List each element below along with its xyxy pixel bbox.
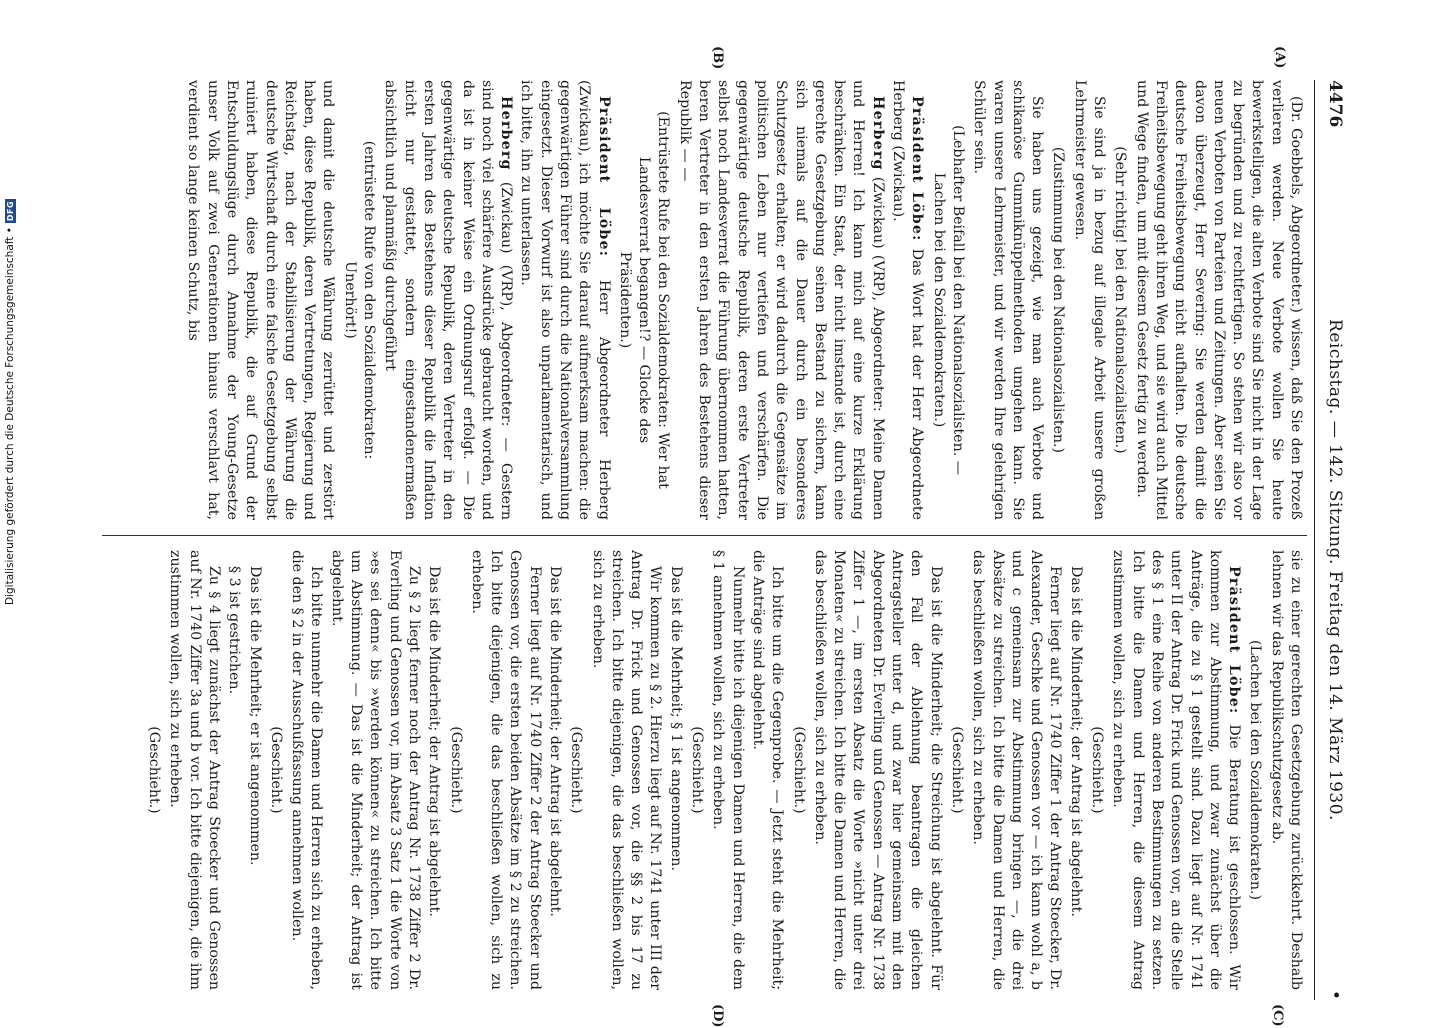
interjection: (Zustimmung bei den Nationalsozialisten.) <box>1050 146 1067 454</box>
speaker-paragraph <box>516 80 612 520</box>
paragraph: Das ist die Minderheit; die Streichung ist abgelehnt. Für den Fall der Ablehnung beantragen die gleichen Antragsteller unter d, und zwar hier gemeinsam mit den Abgeordneten Dr. Everling und Genossen — Antrag Nr. 1738 Ziffer 1 —, im ersten Absatz die Worte »nicht unter drei Monaten« zu streichen. Ich bitte die Damen und Herren, die das beschließen wollen, sich zu erheben. <box>811 550 944 990</box>
paragraph: Sie sind ja in bezug auf illegale Arbeit unsere großen Lehrmeister gewesen. <box>1071 80 1108 520</box>
paragraph: Ich bitte um die Gegenprobe. — Jetzt steht die Mehrheit; die Anträge sind abgelehnt. <box>749 550 786 990</box>
paragraph: Das ist die Minderheit; der Antrag ist abgelehnt. <box>1067 566 1084 917</box>
paragraph: Sie haben uns gezeigt, wie man auch Verbote und schikanöse Gummiknüppelmethoden umgehen kann. Sie waren unsere Lehrmeister, und wir werden Ihre gelehrigen Schüler sein. <box>971 80 1046 520</box>
document-page <box>95 46 1345 1028</box>
page-header <box>1314 80 1345 1000</box>
interjection: (Sehr richtig! bei den Nationalsozialisten.) <box>1112 146 1129 454</box>
speech-text: (Zwickau) (VRP), Abgeordneter: — Gestern sind noch viel schärfere Ausdrücke gebraucht worden, und da ist in keiner Weise ein Ordnungsruf erfolgt. — Die gegenwärtige deutsche Republik, deren Vertreter in den ersten Jahren des Bestehens dieser Republik die Inflation nicht nur gestattet, sondern eingestandenermaßen absichtlich und planmäßig durchgeführt <box>382 80 515 520</box>
paragraph: und damit die deutsche Währung zerrüttet und zerstört haben, diese Republik, deren Vertretungen, Regierung und Reichstag, nach der Stabilisierung der Währung die deutsche Wirtschaft durch eine falsche Gesetzgebung selbst ruiniert haben, diese Republik, die auf Grund der Entschuldungslüge durch Annahme der Young-Gesetze unser Volk auf zwei Generationen hinaus verschlavt hat, verdient so lange keinen Schutz, bis <box>185 80 337 520</box>
interjection: (Geschieht.) <box>689 726 706 814</box>
left-column <box>100 80 1305 520</box>
interjection: (Geschieht.) <box>146 726 163 814</box>
interjection: (Geschieht.) <box>568 726 585 814</box>
column-divider <box>102 535 1307 536</box>
margin-marker-a: (A) <box>1272 46 1287 69</box>
speaker-name: Präsident Löbe: <box>909 96 926 242</box>
paragraph: (Dr. Goebbels, Abgeordneter.) wissen, daß Sie den Prozeß verlieren werden. Neue Verbote wollen Sie heute bewerkstelligen, die alten Verbote sind Sie nicht in der Lage zu begründen und zu rechtfertigen. So stehen wir also vor neuen Verboten von Parteien und Zeitungen. Aber seien Sie davon überzeugt, Herr Severing: Sie werden damit die deutsche Freiheitsbewegung nicht aufhalten. Die deutsche Freiheitsbewegung geht ihren Weg, und sie wird auch Mittel und Wege finden, um mit diesem Gesetz fertig zu werden. <box>1133 80 1304 520</box>
credit-text: Digitalisierung gefördert durch die Deutsche Forschungsgemeinschaft • <box>4 227 16 605</box>
paragraph: Zu § 2 liegt ferner noch der Antrag Nr. 1738 Ziffer 2 Dr. Everling und Genossen vor, im Absatz 3 Satz 1 die Worte von »es sei denn« bis »werden können« zu streichen. Ich bitte um Abstimmung. — Das ist die Minderheit; der Antrag ist abgelehnt. <box>328 550 422 990</box>
paragraph: Das ist die Mehrheit; § 1 ist angenommen. <box>667 566 684 871</box>
paragraph: Das ist die Mehrheit; er ist angenommen. <box>246 566 263 866</box>
paragraph: § 3 ist gestrichen. <box>226 566 243 695</box>
paragraph: Das ist die Minderheit; der Antrag ist abgelehnt. <box>426 566 443 917</box>
speaker-name: Präsident Löbe: <box>1226 566 1243 715</box>
speaker-paragraph <box>1108 550 1243 990</box>
margin-marker-b: (B) <box>710 46 725 70</box>
paragraph: Nunmehr bitte ich diejenigen Damen und Herren, die dem § 1 annehmen wollen, sich zu erheben. <box>710 550 746 990</box>
interjection: (Geschieht.) <box>790 726 807 814</box>
paragraph: Ferner liegt auf Nr. 1740 Ziffer 1 der Antrag Stoecker, Dr. Alexander, Geschke und Genossen vor — ich kann wohl a, b und c gemeinsam zur Abstimmung bringen —, die drei Absätze zu streichen. Ich bitte die Damen und Herren, die das beschließen wollen, sich zu erheben. <box>970 550 1064 990</box>
interjection: (Geschieht.) <box>447 726 464 814</box>
page-number: 4476 <box>1325 80 1345 128</box>
speech-text: (Zwickau) (VRP), Abgeordneter: Meine Damen und Herren! Ich kann mich auf eine kurze Erklärung beschränken. Ein Staat, der nicht imstande ist, durch eine gerechte Gesetzgebung seinen Bestand zu sichern, kann sich niemals auf die Dauer durch ein besonderes Schutzgesetz erhalten; er wird dadurch die Gegensätze im politischen Leben nur vertiefen und verschärfen. Die gegenwärtige deutsche Republik, deren erste Vertreter selbst noch Landesverrat die Führung übernommen hatten, beren Vertreter in den ersten Jahren des Bestehens dieser Republik — — <box>676 80 886 520</box>
interjection: (Geschieht.) <box>948 726 965 814</box>
header-dot: • <box>1325 989 1345 1000</box>
interjection: (Geschieht.) <box>267 726 284 814</box>
speaker-name: Präsident Löbe: <box>595 96 612 258</box>
margin-marker-c: (C) <box>1270 1004 1285 1027</box>
paragraph: Zu § 4 liegt zunächst der Antrag Stoecker und Genossen auf Nr. 1740 Ziffer 3a und b vor. Ich bitte diejenigen, die ihm zustimmen wollen, sich zu erheben. <box>167 550 222 990</box>
speech-text: Das Wort hat der Herr Abgeordnete Herberg (Zwickau). <box>890 80 926 520</box>
speaker-paragraph <box>675 80 887 520</box>
interjection: (Lachen bei den Sozialdemokraten.) <box>1247 639 1264 901</box>
speech-text: Herr Abgeordneter Herberg (Zwickau), ich möchte Sie darauf aufmerksam machen: die gegenwärtigen Führer sind durch die Nationalversammlung eingesetzt. Dieser Vorwurf ist also unparlamentarisch, und ich bitte, ihn zu unterlassen. <box>518 80 612 520</box>
paragraph: sie zu einer gerechten Gesetzgebung zurückkehrt. Deshalb lehnen wir das Republikschutzgesetz ab. <box>1268 550 1304 990</box>
speaker-name: Herberg <box>869 96 886 171</box>
paragraph: Ferner liegt auf Nr. 1740 Ziffer 2 der Antrag Stoecker und Genossen vor, die ersten beiden Absätze im § 2 zu streichen. Ich bitte diejenigen, die das beschließen wollen, sich zu erheben. <box>468 550 543 990</box>
interjection: (Entrüstete Rufe bei den Sozialdemokraten: Wer hat Landesverrat begangen!? — Glocke des Präsidenten.) <box>616 111 672 489</box>
speaker-name: Herberg <box>498 96 515 171</box>
dfg-logo: DFG <box>5 200 15 222</box>
paragraph: Das ist die Minderheit; der Antrag ist abgelehnt. <box>547 566 564 917</box>
margin-marker-d: (D) <box>710 1004 725 1028</box>
digitization-credit <box>4 199 16 605</box>
page-title: Reichstag. — 142. Sitzung. Freitag den 14. März 1930. <box>1325 319 1345 821</box>
right-column <box>100 550 1305 990</box>
paragraph: Ich bitte nunmehr die Damen und Herren sich zu erheben, die den § 2 in der Ausschußfassung annehmen wollen. <box>289 550 325 990</box>
paragraph: Wir kommen zu § 2. Hierzu liegt auf Nr. 1741 unter III der Antrag Dr. Frick und Genossen vor, die §§ 2 bis 17 zu streichen. Ich bitte diejenigen, die das beschließen wollen, sich zu erheben. <box>589 550 664 990</box>
speech-text: Die Beratung ist geschlossen. Wir kommen zur Abstimmung, und zwar zunächst über die Anträge, die zu § 1 gestellt sind. Dazu liegt auf Nr. 1741 unter II der Antrag Dr. Frick und Genossen vor, an die Stelle des § 1 eine Reihe von anderen Bestimmungen zu setzen. Ich bitte die Damen und Herren, die diesem Antrag zustimmen wollen, sich zu erheben. <box>1110 550 1243 990</box>
interjection: (Lebhafter Beifall bei den Nationalsozialisten. — Lachen bei den Sozialdemokraten.) <box>930 125 966 475</box>
speaker-paragraph <box>380 80 515 520</box>
interjection: (Geschieht.) <box>1089 726 1106 814</box>
speaker-paragraph <box>888 80 927 520</box>
interjection: (entrüstete Rufe von den Sozialdemokraten: Unerhört!) <box>341 140 378 460</box>
